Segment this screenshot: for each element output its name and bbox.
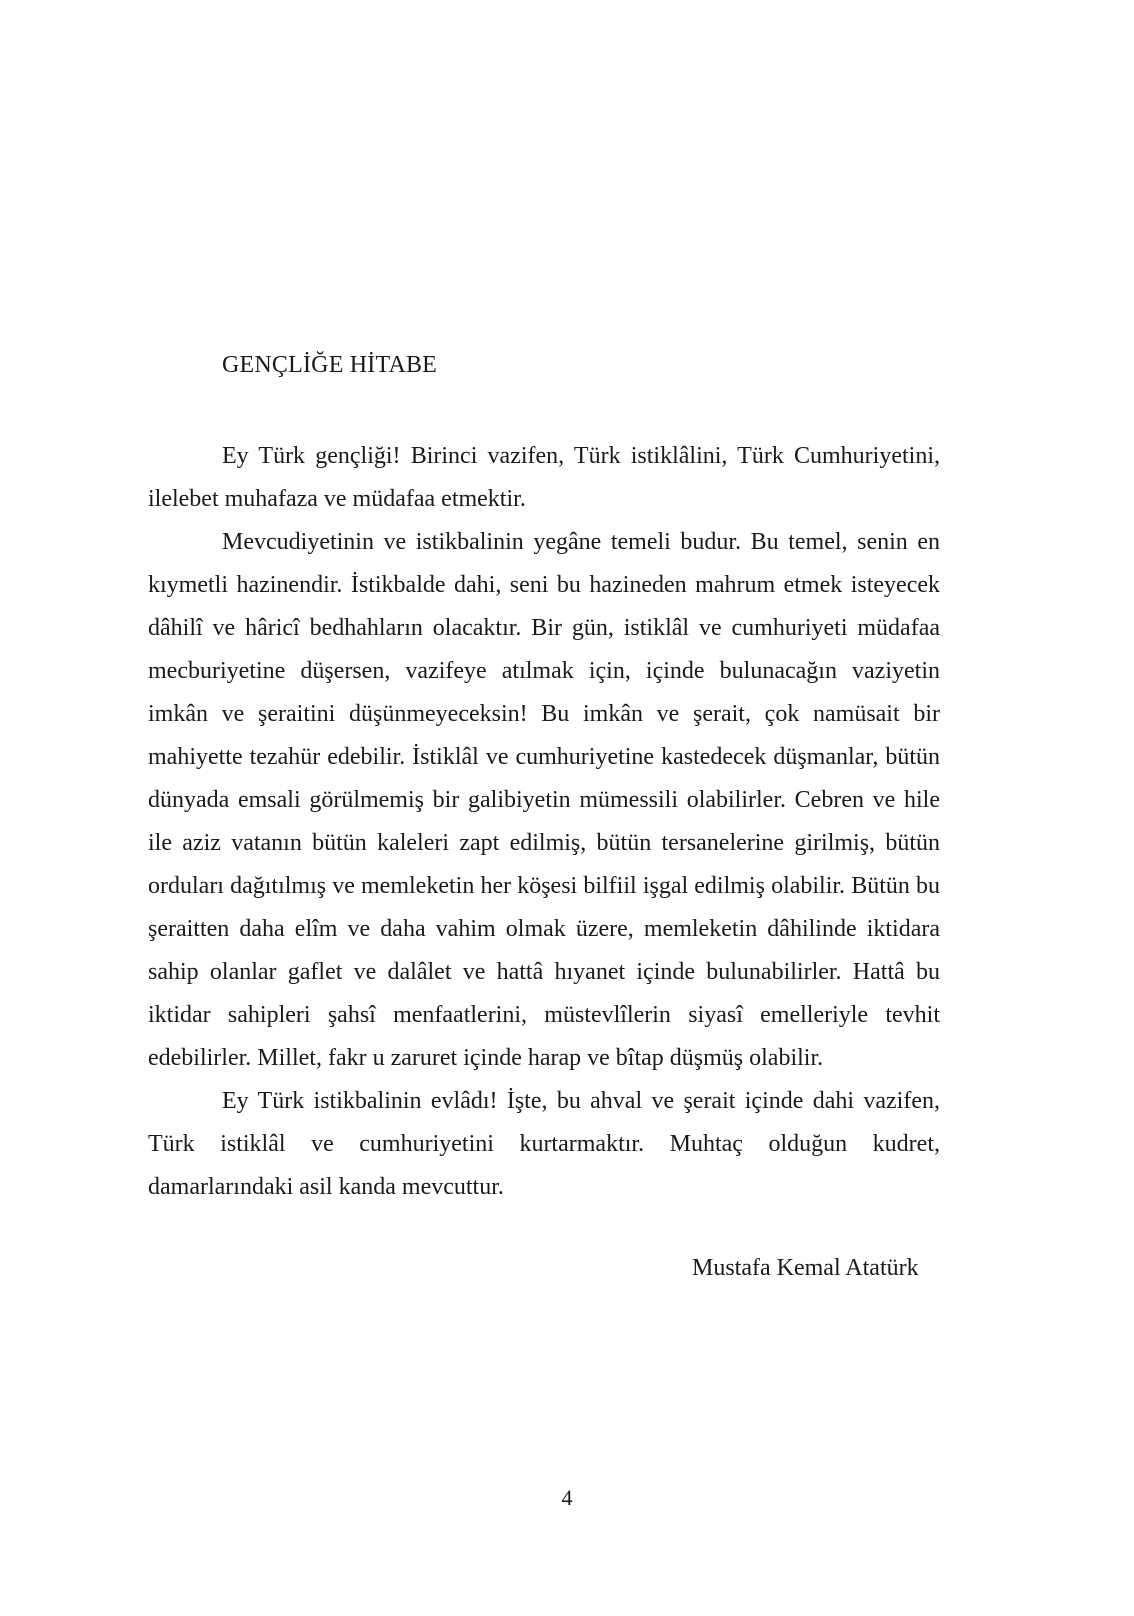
paragraph-1: Ey Türk gençliği! Birinci vazifen, Türk istiklâlini, Türk Cumhuriyetini, ilelebet muhafaza ve müdafaa etmektir. [148,443,940,512]
speech-body [148,435,940,1209]
paragraph-3: Ey Türk istikbalinin evlâdı! İşte, bu ahval ve şerait içinde dahi vazifen, Türk istiklâl ve cumhuriyetini kurtarmaktır. Muhtaç olduğun kudret, damarlarındaki asil kanda mevcuttur. [148,1088,940,1200]
page-number: 4 [561,1485,573,1510]
paragraph-2: Mevcudiyetinin ve istikbalinin yegâne temeli budur. Bu temel, senin en kıymetli hazinendir. İstikbalde dahi, seni bu hazineden mahrum etmek isteyecek dâhilî ve hâricî bedhahların olacaktır. Bir gün, istiklâl ve cumhuriyeti müdafaa mecburiyetine düşersen, vazifeye atılmak için, içinde bulunacağın vaziyetin imkân ve şeraitini düşünmeyeceksin! Bu imkân ve şerait, çok namüsait bir mahiyette tezahür edebilir. İstiklâl ve cumhuriyetine kastedecek düşmanlar, bütün dünyada emsali görülmemiş bir galibiyetin mümessili olabilirler. Cebren ve hile ile aziz vatanın bütün kaleleri zapt edilmiş, bütün tersanelerine girilmiş, bütün orduları dağıtılmış ve memleketin her köşesi bilfiil işgal edilmiş olabilir. Bütün bu şeraitten daha elîm ve daha vahim olmak üzere, memleketin dâhilinde iktidara sahip olanlar gaflet ve dalâlet ve hattâ hıyanet içinde bulunabilirler. Hattâ bu iktidar sahipleri şahsî menfaatlerini, müstevlîlerin siyasî emelleriyle tevhit edebilirler. Millet, fakr u zaruret içinde harap ve bîtap düşmüş olabilir. [148,529,940,1071]
page-title: GENÇLİĞE HİTABE [222,352,438,378]
author-signature: Mustafa Kemal Atatürk [692,1255,919,1281]
